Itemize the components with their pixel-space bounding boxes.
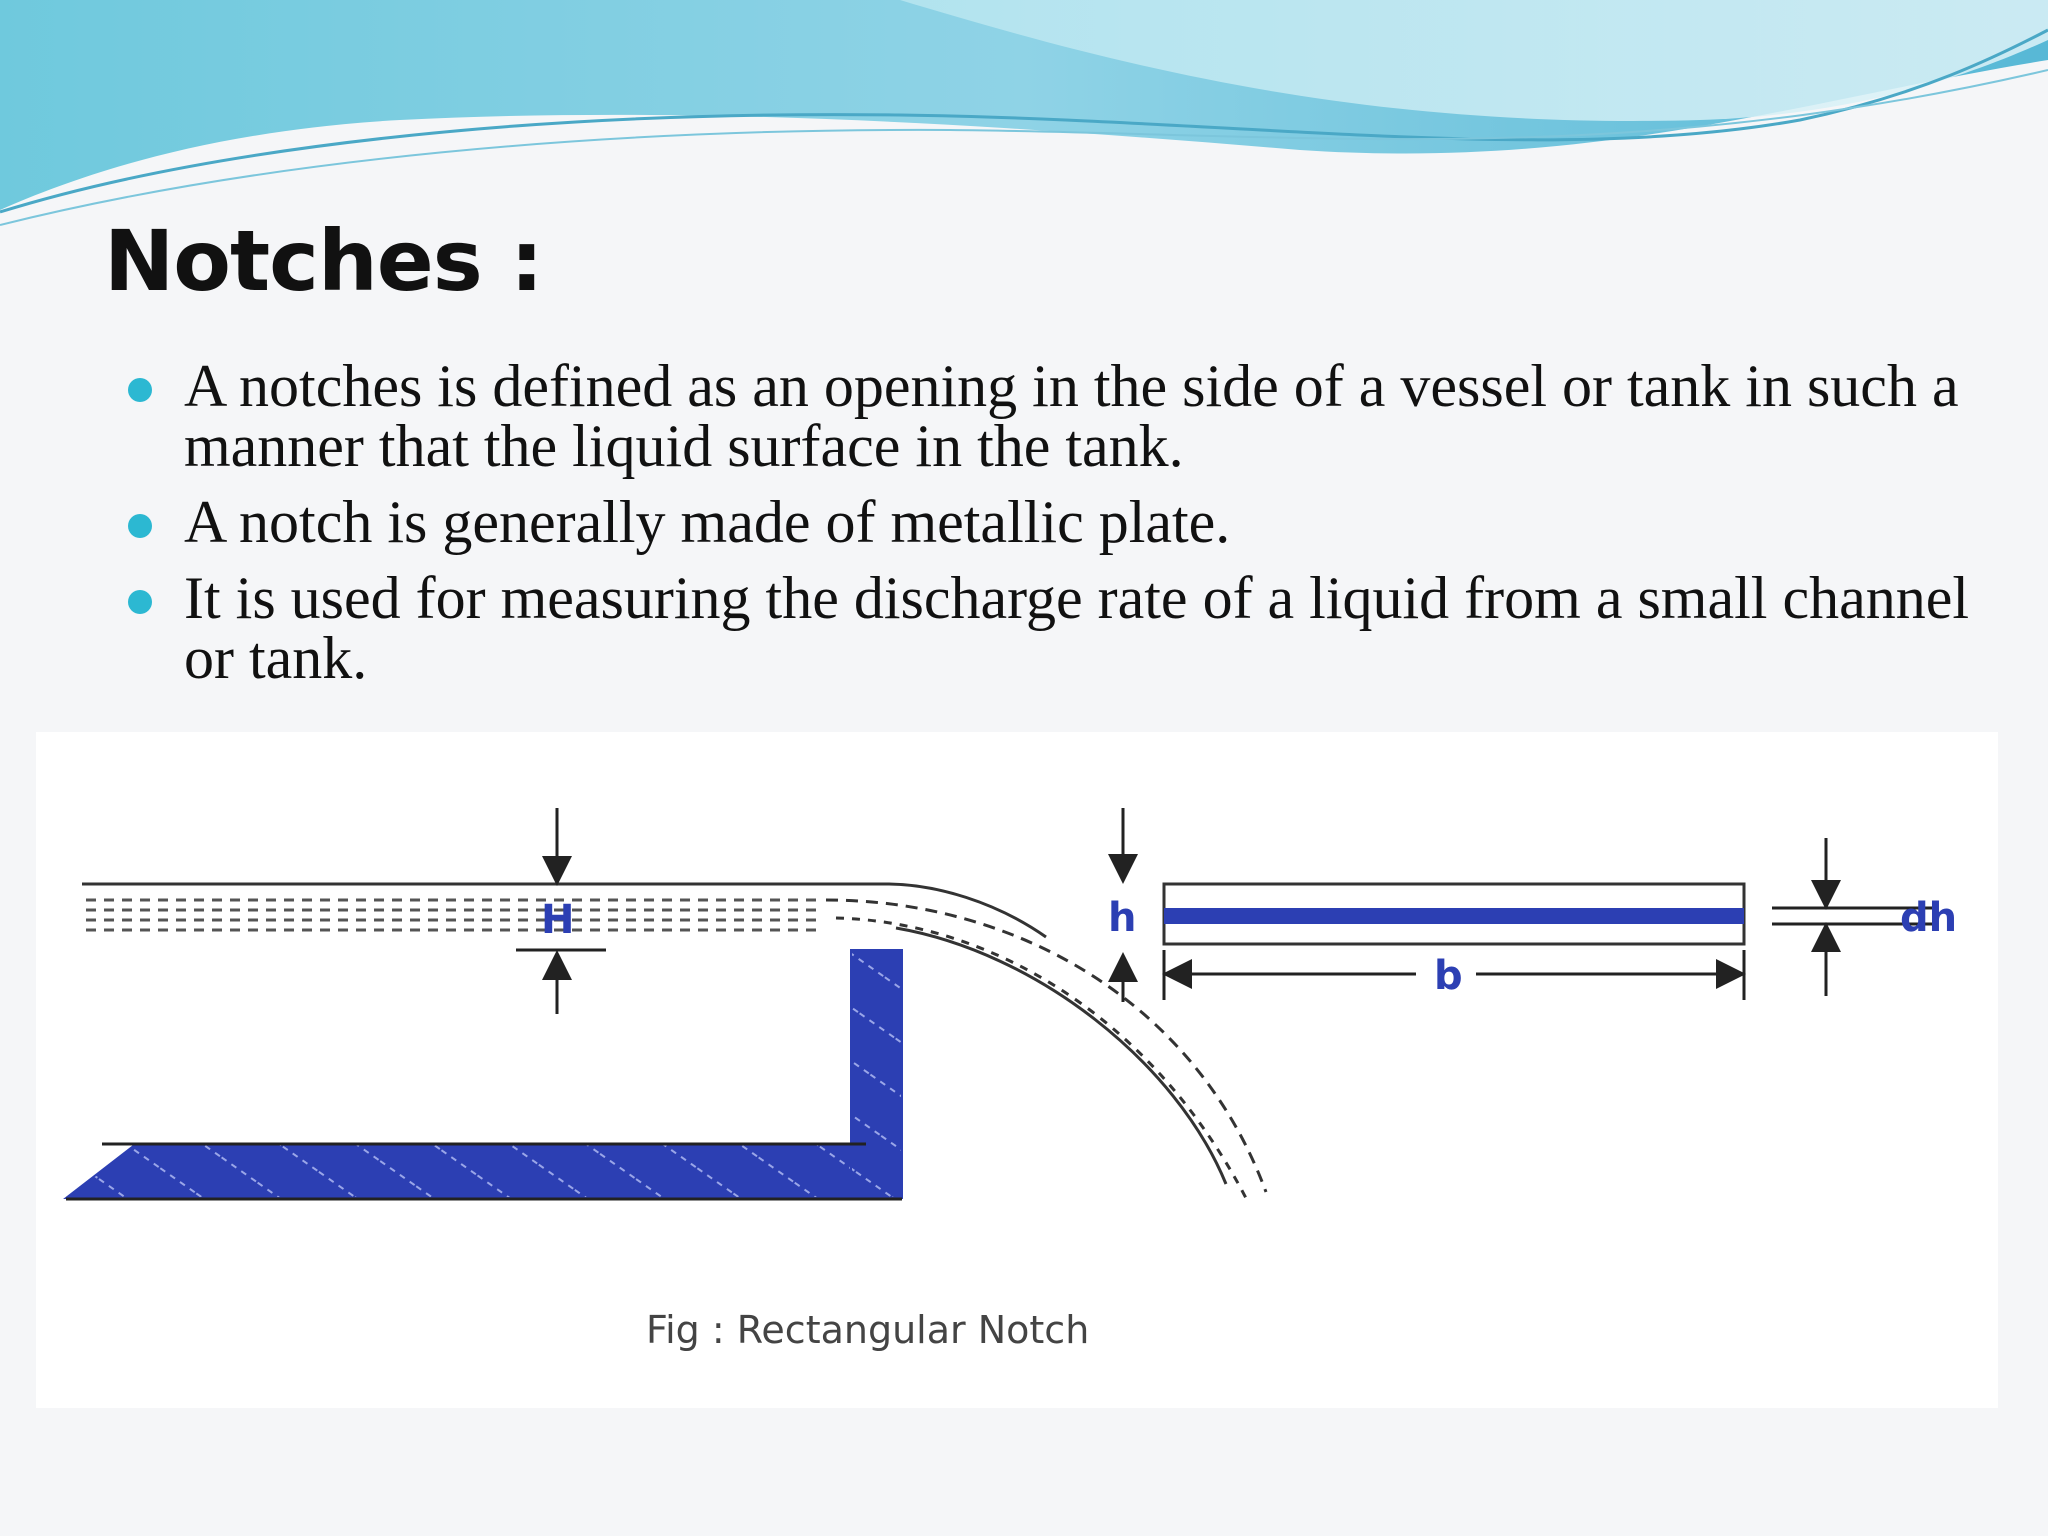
bullet-dot-icon (128, 590, 152, 614)
label-H: H (541, 897, 575, 943)
notch-crest-wall (851, 950, 902, 1198)
channel-floor (66, 1144, 866, 1198)
notch-diagram (36, 732, 1998, 1408)
bullet-text: A notch is generally made of metallic plate. (184, 489, 1231, 555)
bullet-item (128, 565, 1988, 691)
label-dh: dh (1900, 895, 1958, 941)
wave-banner (0, 0, 2048, 240)
bullet-item (128, 353, 1988, 479)
bullet-dot-icon (128, 378, 152, 402)
rectangular-notch-figure (36, 732, 1998, 1408)
water-body-dashes (86, 900, 816, 930)
bullet-text: It is used for measuring the discharge rate of a liquid from a small channel or tank. (184, 565, 1969, 691)
elemental-strip (1164, 908, 1744, 924)
bullet-item (128, 489, 1988, 555)
bullet-dot-icon (128, 514, 152, 538)
figure-caption: Fig : Rectangular Notch (646, 1308, 1090, 1352)
bullet-text: A notches is defined as an opening in the side of a vessel or tank in such a manner that the liquid surface in the tank. (184, 353, 1959, 479)
label-h: h (1108, 895, 1137, 941)
slide-title: Notches : (104, 212, 543, 310)
label-b: b (1434, 953, 1463, 999)
nappe-lower-line (896, 928, 1226, 1184)
bullet-list (128, 353, 1988, 704)
